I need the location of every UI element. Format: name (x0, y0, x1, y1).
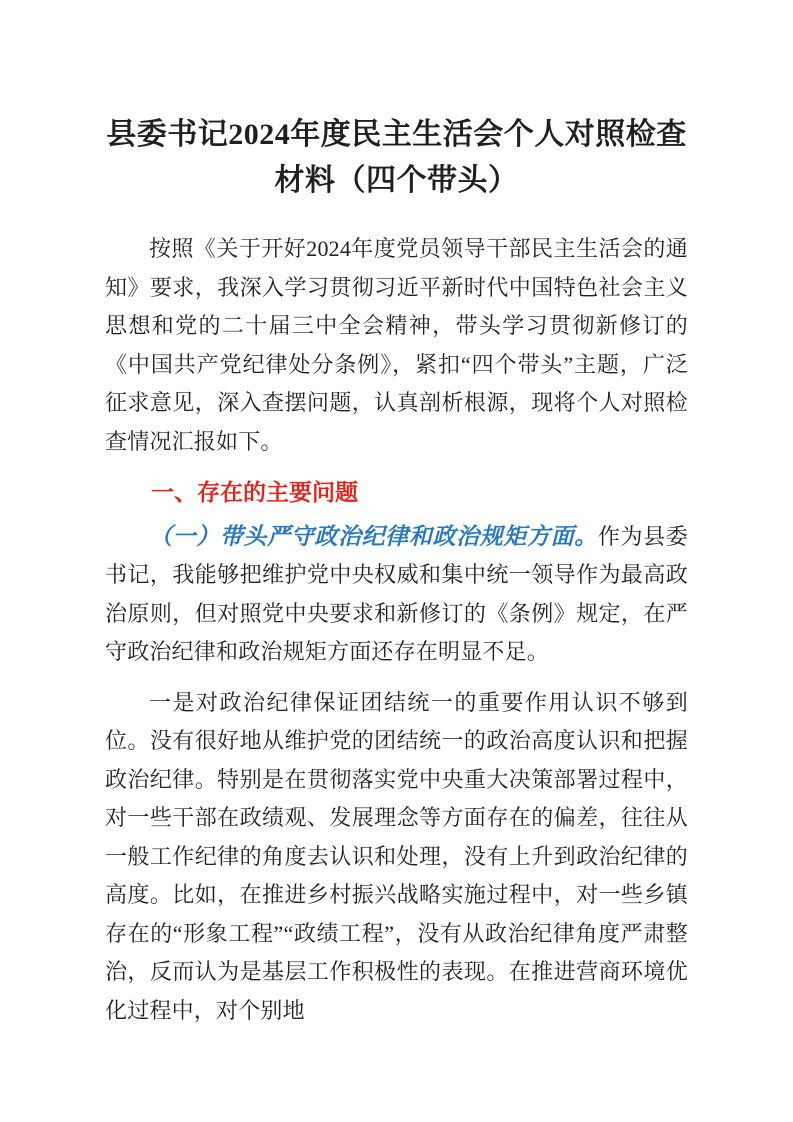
intro-paragraph: 按照《关于开好2024年度党员领导干部民主生活会的通知》要求，我深入学习贯彻习近平新时代中国特色社会主义思想和党的二十届三中全会精神，带头学习贯彻新修订的《中国共产党纪律处分条例》，紧扣“四个带头”主题，广泛征求意见，深入查摆问题，认真剖析根源，现将个人对照检查情况汇报如下。 (105, 236, 688, 454)
point-1-paragraph: 一是对政治纪律保证团结统一的重要作用认识不够到位。没有很好地从维护党的团结统一的政治高度认识和把握政治纪律。特别是在贯彻落实党中央重大决策部署过程中，对一些干部在政绩观、发展理念等方面存在的偏差，往往从一般工作纪律的角度去认识和处理，没有上升到政治纪律的高度。比如，在推进乡村振兴战略实施过程中，对一些乡镇存在的“形象工程”“政绩工程”，没有从政治纪律角度严肃整治，反而认为是基层工作积极性的表现。在推进营商环境优化过程中，对个别地 (105, 689, 688, 1023)
document-title: 县委书记2024年度民主生活会个人对照检查材料（四个带头） (106, 118, 687, 197)
subsection-1-lead: （一）带头严守政治纪律和政治规矩方面。 (149, 523, 598, 549)
subsection-1-paragraph (105, 518, 688, 672)
subsection-1-body: 作为县委书记，我能够把维护党中央权威和集中统一领导作为最高政治原则，但对照党中央要求和新修订的《条例》规定，在严守政治纪律和政治规矩方面还存在明显不足。 (105, 523, 688, 664)
section-1-heading: 一、存在的主要问题 (151, 479, 358, 505)
